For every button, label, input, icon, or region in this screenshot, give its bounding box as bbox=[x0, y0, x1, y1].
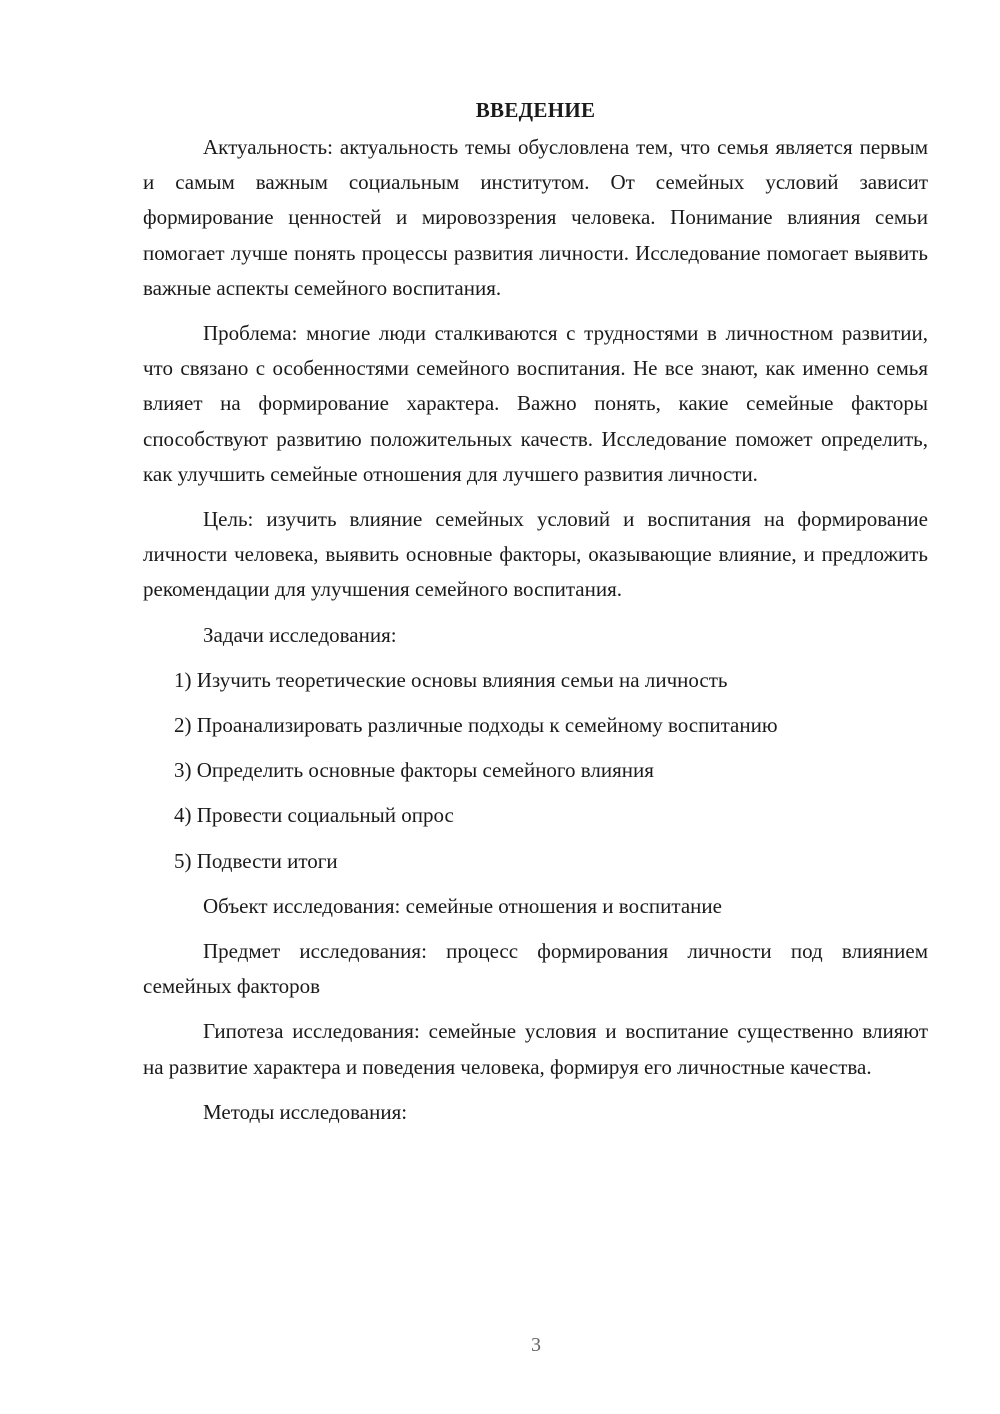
list-item: 5) Подвести итоги bbox=[174, 848, 338, 873]
list-item: 1) Изучить теоретические основы влияния семьи на личность bbox=[174, 667, 728, 692]
section-title: ВВЕДЕНИЕ bbox=[475, 98, 596, 122]
hypothesis-paragraph: Гипотеза исследования: семейные условия и воспитание существенно влияют на развитие характера и поведения человека, формируя его личностные качества. bbox=[143, 1019, 928, 1079]
page-number: 3 bbox=[531, 1334, 541, 1356]
tasks-list bbox=[143, 663, 928, 879]
list-item: 3) Определить основные факторы семейного влияния bbox=[174, 758, 654, 783]
goal-paragraph: Цель: изучить влияние семейных условий и воспитания на формирование личности человека, выявить основные факторы, оказывающие влияние, и предложить рекомендации для улучшения семейного воспитания. bbox=[143, 507, 928, 602]
object-paragraph: Объект исследования: семейные отношения и воспитание bbox=[203, 893, 722, 918]
document-page bbox=[143, 95, 928, 1140]
tasks-heading: Задачи исследования: bbox=[203, 622, 397, 647]
problem-paragraph: Проблема: многие люди сталкиваются с трудностями в личностном развитии, что связано с особенностями семейного воспитания. Не все знают, как именно семья влияет на формирование характера. Важно понять, какие семейные факторы способствуют развитию положительных качеств. Исследование поможет определить, как улучшить семейные отношения для лучшего развития личности. bbox=[143, 321, 928, 486]
relevance-paragraph: Актуальность: актуальность темы обусловлена тем, что семья является первым и самым важным социальным институтом. От семейных условий зависит формирование ценностей и мировоззрения человека. Понимание влияния семьи помогает лучше понять процессы развития личности. Исследование помогает выявить важные аспекты семейного воспитания. bbox=[143, 135, 928, 300]
methods-heading: Методы исследования: bbox=[203, 1099, 408, 1124]
subject-paragraph: Предмет исследования: процесс формирования личности под влиянием семейных факторов bbox=[143, 939, 928, 999]
list-item: 4) Провести социальный опрос bbox=[174, 803, 454, 828]
list-item: 2) Проанализировать различные подходы к семейному воспитанию bbox=[174, 713, 778, 738]
